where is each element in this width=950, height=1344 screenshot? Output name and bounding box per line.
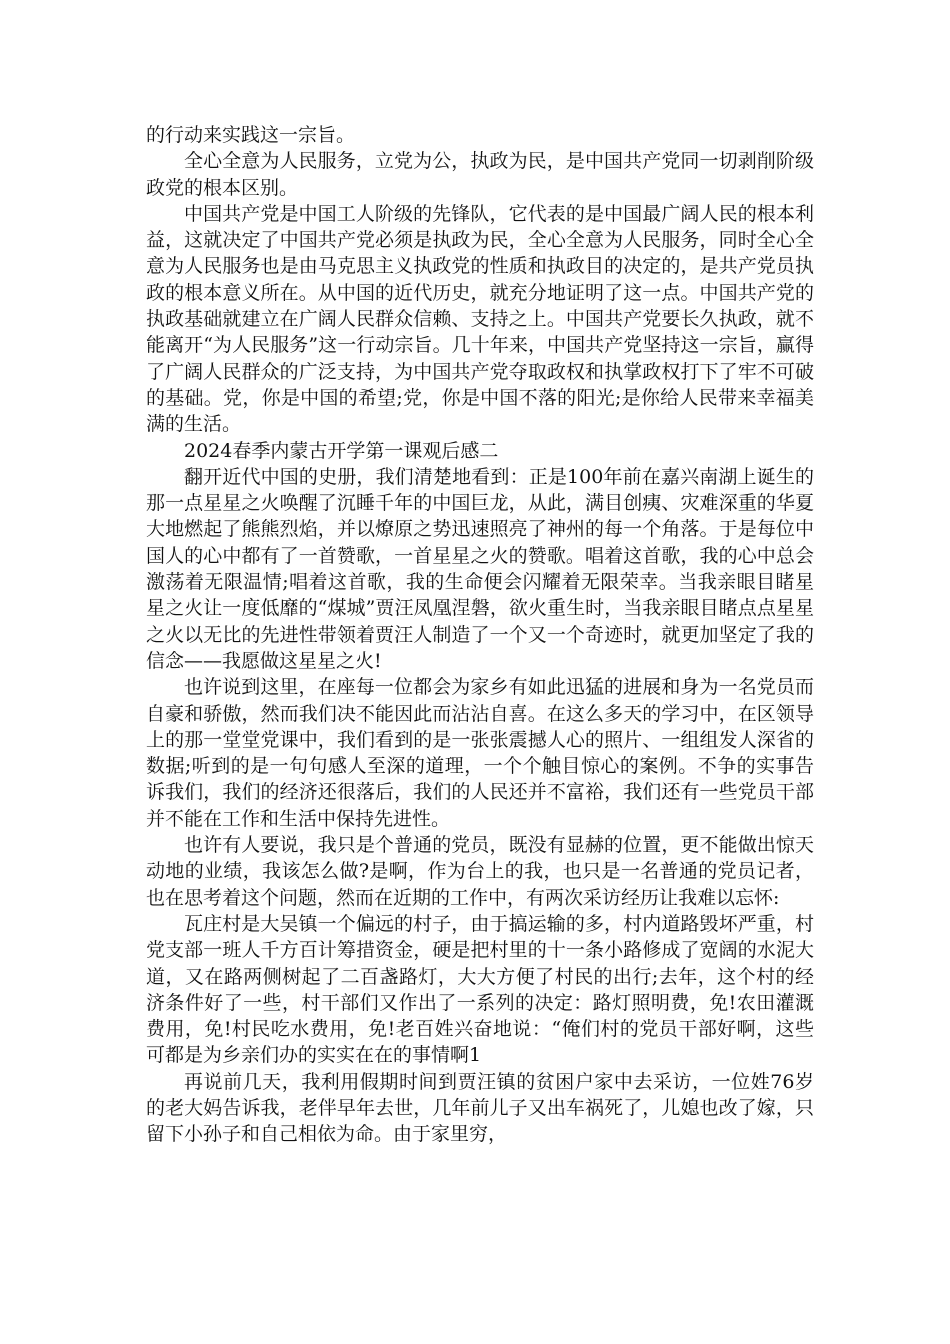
paragraph-2: 全心全意为人民服务，立党为公，执政为民，是中国共产党同一切剥削阶级政党的根本区别。 bbox=[146, 150, 814, 199]
section-heading: 2024春季内蒙古开学第一课观后感二 bbox=[184, 439, 499, 462]
paragraph-6: 也许有人要说，我只是个普通的党员，既没有显赫的位置，更不能做出惊天动地的业绩，我该怎么做?是啊，作为台上的我，也只是一名普通的党员记者，也在思考着这个问题，然而在近期的工作中，有两次采访经历让我难以忘怀: bbox=[146, 834, 814, 909]
paragraph-5: 也许说到这里，在座每一位都会为家乡有如此迅猛的进展和身为一名党员而自豪和骄傲，然而我们决不能因此而沾沾自喜。在这么多天的学习中，在区领导上的那一堂堂党课中，我们看到的是一张张震撼人心的照片、一组组发人深省的数据;听到的是一句句感人至深的道理，一个个触目惊心的案例。不争的实事告诉我们，我们的经济还很落后，我们的人民还并不富裕，我们还有一些党员干部并不能在工作和生活中保持先进性。 bbox=[146, 676, 814, 830]
paragraph-3: 中国共产党是中国工人阶级的先锋队，它代表的是中国最广阔人民的根本利益，这就决定了中国共产党必须是执政为民，全心全意为人民服务，同时全心全意为人民服务也是由马克思主义执政党的性质和执政目的决定的，是共产党员执政的根本意义所在。从中国的近代历史，就充分地证明了这一点。中国共产党的执政基础就建立在广阔人民群众信赖、支持之上。中国共产党要长久执政，就不能离开“为人民服务”这一行动宗旨。几十年来，中国共产党坚持这一宗旨，赢得了广阔人民群众的广泛支持，为中国共产党夺取政权和执掌政权打下了牢不可破的基础。党，你是中国的希望;党，你是中国不落的阳光;是你给人民带来幸福美满的生活。 bbox=[146, 202, 814, 436]
paragraph-7: 瓦庄村是大吴镇一个偏远的村子，由于搞运输的多，村内道路毁坏严重，村党支部一班人千方百计筹措资金，硬是把村里的十一条小路修成了宽阔的水泥大道，又在路两侧树起了二百盏路灯，大大方便了村民的出行;去年，这个村的经济条件好了一些，村干部们又作出了一系列的决定：路灯照明费，免!农田灌溉费用，免!村民吃水费用，免!老百姓兴奋地说：“俺们村的党员干部好啊，这些可都是为乡亲们办的实实在在的事情啊1 bbox=[146, 912, 814, 1067]
paragraph-8: 再说前几天，我利用假期时间到贾汪镇的贫困户家中去采访，一位姓76岁的老大妈告诉我，老伴早年去世，几年前儿子又出车祸死了，儿媳也改了嫁，只留下小孙子和自己相依为命。由于家里穷， bbox=[146, 1070, 814, 1146]
paragraph-4: 翻开近代中国的史册，我们清楚地看到：正是100年前在嘉兴南湖上诞生的那一点星星之火唤醒了沉睡千年的中国巨龙，从此，满目创痍、灾难深重的华夏大地燃起了熊熊烈焰，并以燎原之势迅速照亮了神州的每一个角落。于是每位中国人的心中都有了一首赞歌，一首星星之火的赞歌。唱着这首歌，我的心中总会激荡着无限温情;唱着这首歌，我的生命便会闪耀着无限荣幸。当我亲眼目睹星星之火让一度低靡的“煤城”贾汪凤凰涅磐，欲火重生时，当我亲眼目睹点点星星之火以无比的先进性带领着贾汪人制造了一个又一个奇迹时，就更加坚定了我的信念——我愿做这星星之火! bbox=[146, 465, 814, 672]
document-page bbox=[146, 122, 814, 1148]
paragraph-1: 的行动来实践这一宗旨。 bbox=[146, 124, 356, 146]
